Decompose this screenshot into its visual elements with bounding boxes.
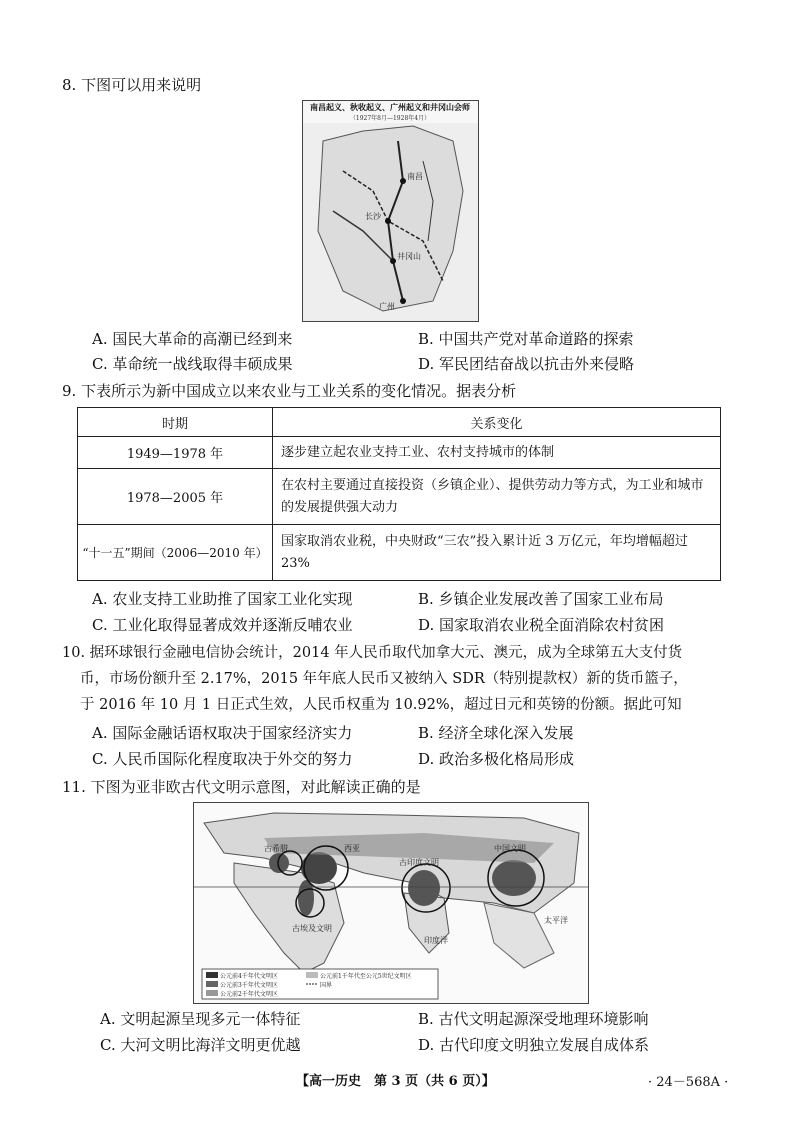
q11-map-label-china: 中国文明 [494,844,526,853]
q10-stem-line-1: 10. 据环球银行金融电信协会统计，2014 年人民币取代加拿大元、澳元，成为全球第五大支付货 [62,645,683,661]
table-cell-period: 1978—2005 年 [78,469,273,525]
q11-legend-item: 公元前2千年代文明区 [220,991,278,998]
q8-map-label-changsha: 长沙 [365,212,381,221]
question-8-stem: 8. 下图可以用来说明 [62,76,202,94]
q11-map-label-indian-ocean: 印度洋 [424,936,448,945]
q10-stem-line-2: 币，市场份额升至 2.17%，2015 年年底人民币又被纳入 SDR（特别提款权）新的货币篮子， [80,671,688,687]
q10-option-b: B. 经济全球化深入发展 [418,724,574,742]
q11-option-b: B. 古代文明起源深受地理环境影响 [418,1010,649,1028]
q11-option-d: D. 古代印度文明独立发展自成体系 [418,1036,650,1054]
q10-stem-line-3: 于 2016 年 10 月 1 日正式生效，人民币权重为 10.92%，超过日元和英镑的份额。据此可知 [80,697,682,713]
q9-relation-table [77,407,721,581]
q11-map-figure [193,802,589,1004]
q11-option-a: A. 文明起源呈现多元一体特征 [100,1010,301,1028]
page-footer-code: · 24－568A · [648,1075,729,1090]
q11-map-label-pacific: 太平洋 [544,916,568,925]
q11-map-svg [194,803,588,1003]
q9-option-d: D. 国家取消农业税全面消除农村贫困 [418,616,665,634]
q11-legend-item: 公元前4千年代文明区 [220,973,278,980]
page-footer-center: 【高一历史 第 3 页（共 6 页）】 [296,1074,495,1089]
q8-map-figure [302,100,479,322]
table-row [78,469,721,525]
q10-option-d: D. 政治多极化格局形成 [418,750,575,768]
table-header-period: 时期 [78,408,273,437]
q9-option-a: A. 农业支持工业助推了国家工业化实现 [92,590,353,608]
q8-map-label-nanchang: 南昌 [407,172,423,181]
question-9-stem: 9. 下表所示为新中国成立以来农业与工业关系的变化情况。据表分析 [62,382,517,400]
question-11-stem: 11. 下图为亚非欧古代文明示意图，对此解读正确的是 [62,778,421,796]
q9-option-c: C. 工业化取得显著成效并逐渐反哺农业 [92,616,353,634]
table-cell-period: 1949—1978 年 [78,437,273,469]
q8-option-c: C. 革命统一战线取得丰硕成果 [92,355,293,373]
table-cell-change: 在农村主要通过直接投资（乡镇企业）、提供劳动力等方式，为工业和城市的发展提供强大动力 [273,469,721,525]
table-cell-period: “十一五”期间（2006—2010 年） [78,525,273,581]
q11-map-label-egypt: 古埃及文明 [292,924,332,933]
q11-map-label-india: 古印度文明 [399,858,439,867]
q10-option-a: A. 国际金融话语权取决于国家经济实力 [92,724,353,742]
table-cell-change: 逐步建立起农业支持工业、农村支持城市的体制 [273,437,721,469]
q8-option-b: B. 中国共产党对革命道路的探索 [418,330,634,348]
q8-map-title: 南昌起义、秋收起义、广州起义和井冈山会师 [310,102,470,112]
q11-option-c: C. 大河文明比海洋文明更优越 [100,1036,301,1054]
table-header-row [78,408,721,437]
q11-map-label-greece: 古希腊 [264,844,288,853]
q8-map-subtitle: （1927年8月—1928年4月） [349,115,431,122]
q8-option-d: D. 军民团结奋战以抗击外来侵略 [418,355,635,373]
q11-map-label-west-asia: 西亚 [344,844,360,853]
q8-map-label-jinggangshan: 井冈山 [397,252,421,261]
q8-map-label-guangzhou: 广州 [379,302,395,311]
table-row [78,525,721,581]
q11-legend-item: 公元前3千年代文明区 [220,982,278,989]
q11-legend-item: 公元前1千年代至公元5世纪文明区 [320,973,412,980]
q8-map-svg [303,101,478,321]
table-header-change: 关系变化 [273,408,721,437]
q10-option-c: C. 人民币国际化程度取决于外交的努力 [92,750,353,768]
q9-option-b: B. 乡镇企业发展改善了国家工业布局 [418,590,664,608]
q11-legend-item: 国界 [320,982,333,989]
q8-option-a: A. 国民大革命的高潮已经到来 [92,330,293,348]
table-cell-change: 国家取消农业税，中央财政“三农”投入累计近 3 万亿元，年均增幅超过 23% [273,525,721,581]
table-row [78,437,721,469]
